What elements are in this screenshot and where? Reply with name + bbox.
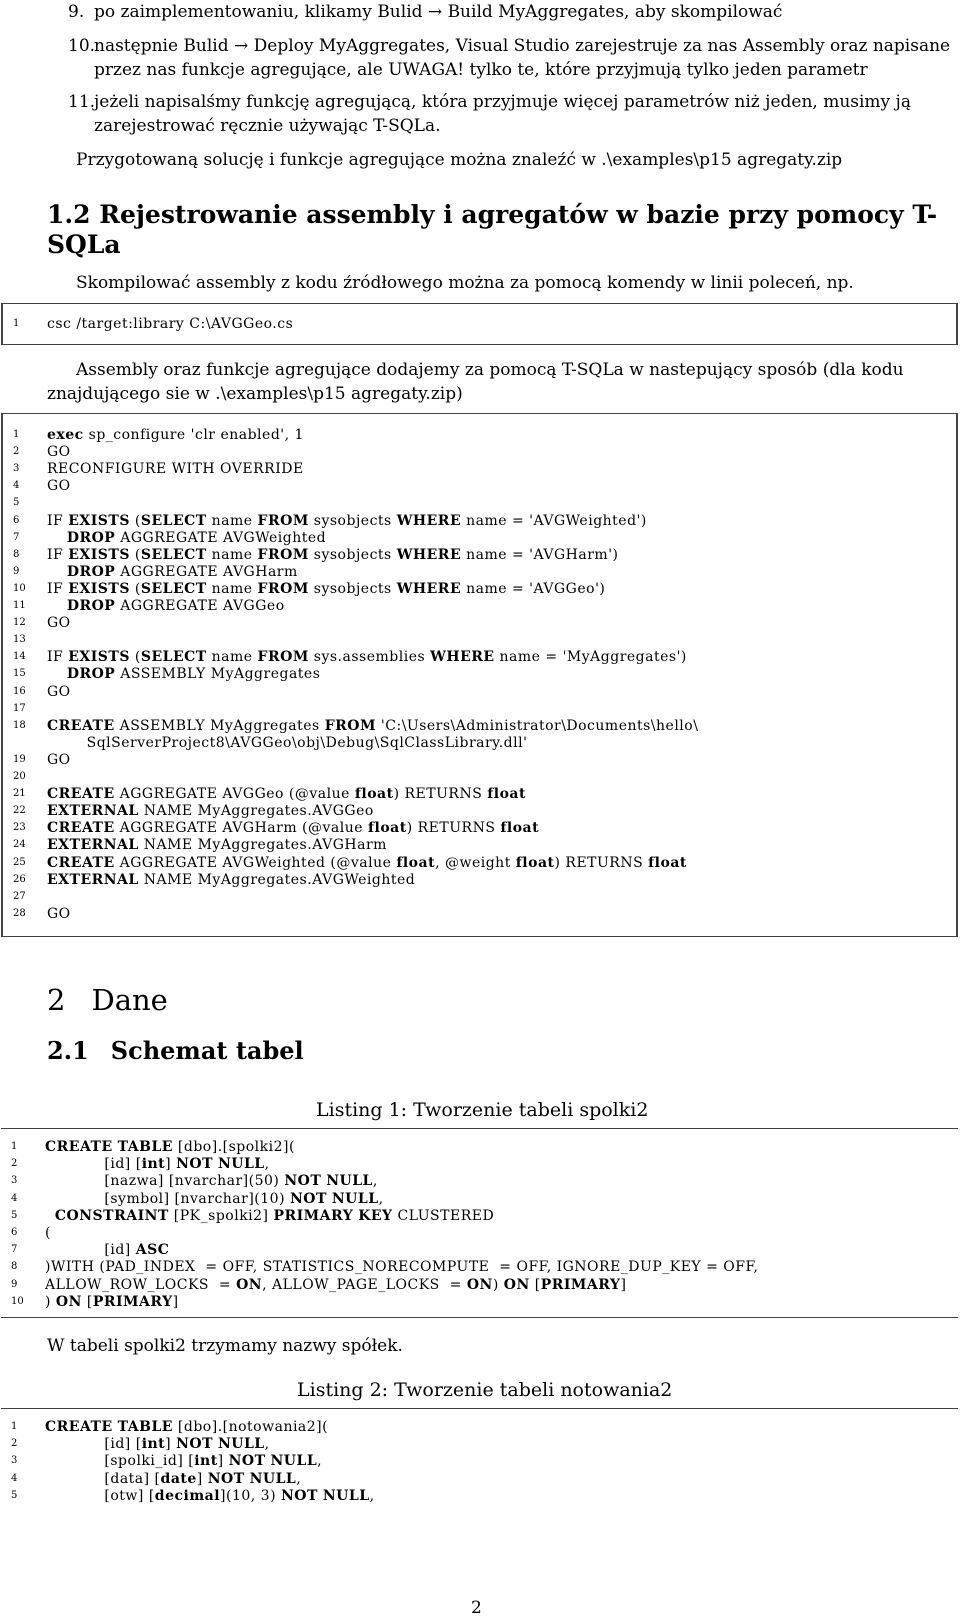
code-text: GO — [47, 615, 71, 632]
code-text: [data] [date] NOT NULL, — [45, 1470, 302, 1487]
list-number: 9. — [68, 2, 85, 22]
section-1-2-paragraph-line1: Assembly oraz funkcje agregujące dodajemy za pomocą T-SQLa w nastepujący sposób (dla kodu — [76, 360, 904, 380]
list-item-text: po zaimplementowaniu, klikamy Bulid → Build MyAggregates, aby skompilować — [94, 2, 783, 22]
section-number: 2 — [47, 983, 66, 1017]
line-number: 1 — [13, 429, 20, 440]
line-number: 2 — [11, 1158, 18, 1170]
line-number: 23 — [13, 822, 26, 834]
section-1-2-paragraph-line2: znajdującego sie w .\examples\p15 agregaty.zip) — [47, 384, 463, 404]
line-number: 4 — [11, 1192, 18, 1204]
code-text: csc /target:library C:\AVGGeo.cs — [47, 316, 294, 332]
list-number: 10. — [68, 36, 96, 56]
solution-note: Przygotowaną solucję i funkcje agregujące można znaleźć w .\examples\p15 agregaty.zip — [76, 150, 843, 170]
code-text: GO — [47, 751, 71, 768]
line-number: 27 — [13, 890, 26, 902]
line-number: 3 — [11, 1175, 18, 1187]
code-text: [otw] [decimal](10, 3) NOT NULL, — [45, 1487, 375, 1504]
line-number: 4 — [13, 480, 20, 492]
line-number: 20 — [13, 771, 26, 782]
listing-2-caption: Listing 2: Tworzenie tabeli notowania2 — [297, 1379, 673, 1401]
line-number: 5 — [13, 497, 20, 509]
listing-2-code-block — [1, 1408, 958, 1511]
line-number: 18 — [13, 719, 26, 731]
cmd-code-block — [1, 303, 958, 345]
code-text: EXTERNAL NAME MyAggregates.AVGHarm — [47, 837, 387, 854]
code-text: [id] ASC — [45, 1242, 170, 1259]
code-text: GO — [47, 683, 71, 700]
sql-code-block — [1, 413, 958, 937]
line-number: 14 — [13, 651, 26, 663]
code-text: CREATE AGGREGATE AVGGeo (@value float) RETURNS float — [47, 786, 526, 803]
line-number: 26 — [13, 873, 26, 885]
line-number: 5 — [11, 1209, 18, 1221]
code-text: ALLOW_ROW_LOCKS = ON, ALLOW_PAGE_LOCKS = ON) ON [PRIMARY] — [45, 1276, 627, 1293]
line-number: 22 — [13, 805, 26, 817]
section-title: Schemat tabel — [110, 1036, 304, 1065]
line-number: 7 — [13, 531, 20, 543]
line-number: 10 — [13, 582, 26, 594]
listing-1-code-block — [1, 1128, 958, 1318]
page-number: 2 — [471, 1598, 482, 1618]
code-text: ) ON [PRIMARY] — [45, 1293, 179, 1310]
list-item-10 — [68, 34, 950, 58]
list-item-9 — [68, 0, 782, 24]
line-number: 5 — [11, 1489, 18, 1501]
code-text: [nazwa] [nvarchar](50) NOT NULL, — [45, 1173, 378, 1190]
section-number: 2.1 — [47, 1036, 89, 1065]
line-number: 25 — [13, 856, 26, 868]
line-number: 21 — [13, 788, 26, 800]
code-text: [id] [int] NOT NULL, — [45, 1436, 270, 1453]
line-number: 15 — [13, 668, 26, 680]
code-text: CREATE ASSEMBLY MyAggregates FROM 'C:\Users\Administrator\Documents\hello\ — [47, 717, 699, 734]
section-2-1-heading — [47, 1036, 304, 1065]
code-text: CREATE TABLE [dbo].[notowania2]( — [45, 1419, 329, 1435]
listing-1-caption: Listing 1: Tworzenie tabeli spolki2 — [316, 1099, 649, 1121]
code-text: DROP AGGREGATE AVGGeo — [66, 598, 285, 614]
section-1-2-title-line2: SQLa — [47, 230, 121, 259]
line-number: 6 — [11, 1227, 18, 1238]
code-text: [id] [int] NOT NULL, — [45, 1156, 270, 1173]
line-number: 24 — [13, 839, 26, 851]
line-number: 17 — [13, 702, 26, 714]
code-text: IF EXISTS (SELECT name FROM sysobjects WHERE name = 'AVGWeighted') — [47, 512, 647, 529]
line-number: 1 — [11, 1421, 18, 1432]
line-number: 10 — [11, 1295, 24, 1307]
line-number: 11 — [13, 600, 26, 611]
code-text: CONSTRAINT [PK_spolki2] PRIMARY KEY CLUSTERED — [54, 1207, 495, 1224]
code-text: SqlServerProject8\AVGGeo\obj\Debug\SqlClassLibrary.dll' — [47, 734, 528, 751]
line-number: 13 — [13, 634, 26, 646]
line-number: 8 — [11, 1261, 18, 1273]
list-item-text: jeżeli napisalśmy funkcję agregującą, która przyjmuje więcej parametrów niż jeden, musimy ją — [94, 92, 911, 112]
line-number: 1 — [13, 318, 20, 329]
list-item-text: następnie Bulid → Deploy MyAggregates, Visual Studio zarejestruje za nas Assembly oraz napisane — [94, 36, 951, 56]
code-text: CREATE AGGREGATE AVGHarm (@value float) RETURNS float — [47, 820, 540, 837]
line-number: 6 — [13, 514, 20, 526]
line-number: 12 — [13, 617, 26, 629]
list-item-11-line-2: zarejestrować ręcznie używając T-SQLa. — [94, 116, 441, 136]
line-number: 2 — [11, 1438, 18, 1450]
code-text: CREATE TABLE [dbo].[spolki2]( — [45, 1139, 295, 1155]
code-text: IF EXISTS (SELECT name FROM sys.assemblies WHERE name = 'MyAggregates') — [47, 649, 687, 666]
list-item-10-line-2: przez nas funkcje agregujące, ale UWAGA! tylko te, które przyjmują tylko jeden parametr — [94, 60, 868, 80]
line-number: 3 — [13, 463, 20, 475]
line-number: 7 — [11, 1244, 18, 1256]
code-text: DROP AGGREGATE AVGWeighted — [66, 529, 327, 546]
line-number: 1 — [11, 1141, 18, 1152]
spolki-note: W tabeli spolki2 trzymamy nazwy spółek. — [47, 1336, 403, 1356]
line-number: 9 — [13, 565, 20, 577]
section-1-2-intro: Skompilować assembly z kodu źródłowego można za pomocą komendy w linii poleceń, np. — [76, 273, 854, 293]
code-text: GO — [47, 478, 71, 495]
code-text: exec sp_configure 'clr enabled', 1 — [47, 427, 304, 443]
code-text: )WITH (PAD_INDEX = OFF, STATISTICS_NORECOMPUTE = OFF, IGNORE_DUP_KEY = OFF, — [45, 1259, 759, 1276]
code-text: ( — [45, 1225, 51, 1241]
line-number: 16 — [13, 685, 26, 697]
line-number: 4 — [11, 1472, 18, 1484]
code-text: [spolki_id] [int] NOT NULL, — [45, 1453, 323, 1470]
code-text: EXTERNAL NAME MyAggregates.AVGGeo — [47, 803, 374, 820]
section-title: Dane — [91, 983, 168, 1017]
code-text: GO — [47, 444, 71, 461]
code-text: DROP ASSEMBLY MyAggregates — [66, 666, 321, 683]
line-number: 8 — [13, 548, 20, 560]
line-number: 9 — [11, 1278, 18, 1290]
line-number: 3 — [11, 1455, 18, 1467]
section-2-heading — [47, 983, 168, 1017]
line-number: 19 — [13, 753, 26, 765]
line-number: 2 — [13, 446, 20, 458]
code-text: IF EXISTS (SELECT name FROM sysobjects WHERE name = 'AVGHarm') — [47, 546, 619, 563]
code-text: GO — [47, 905, 71, 922]
list-item-11 — [68, 90, 911, 114]
section-1-2-title-line1: 1.2 Rejestrowanie assembly i agregatów w bazie przy pomocy T- — [47, 200, 938, 229]
code-text: EXTERNAL NAME MyAggregates.AVGWeighted — [47, 871, 416, 888]
line-number: 28 — [13, 907, 26, 919]
code-text: DROP AGGREGATE AVGHarm — [66, 563, 298, 580]
list-number: 11. — [68, 92, 96, 112]
code-text: IF EXISTS (SELECT name FROM sysobjects WHERE name = 'AVGGeo') — [47, 580, 606, 597]
code-text: RECONFIGURE WITH OVERRIDE — [47, 461, 304, 478]
code-text: [symbol] [nvarchar](10) NOT NULL, — [45, 1190, 384, 1207]
code-text: CREATE AGGREGATE AVGWeighted (@value float, @weight float) RETURNS float — [47, 854, 687, 871]
